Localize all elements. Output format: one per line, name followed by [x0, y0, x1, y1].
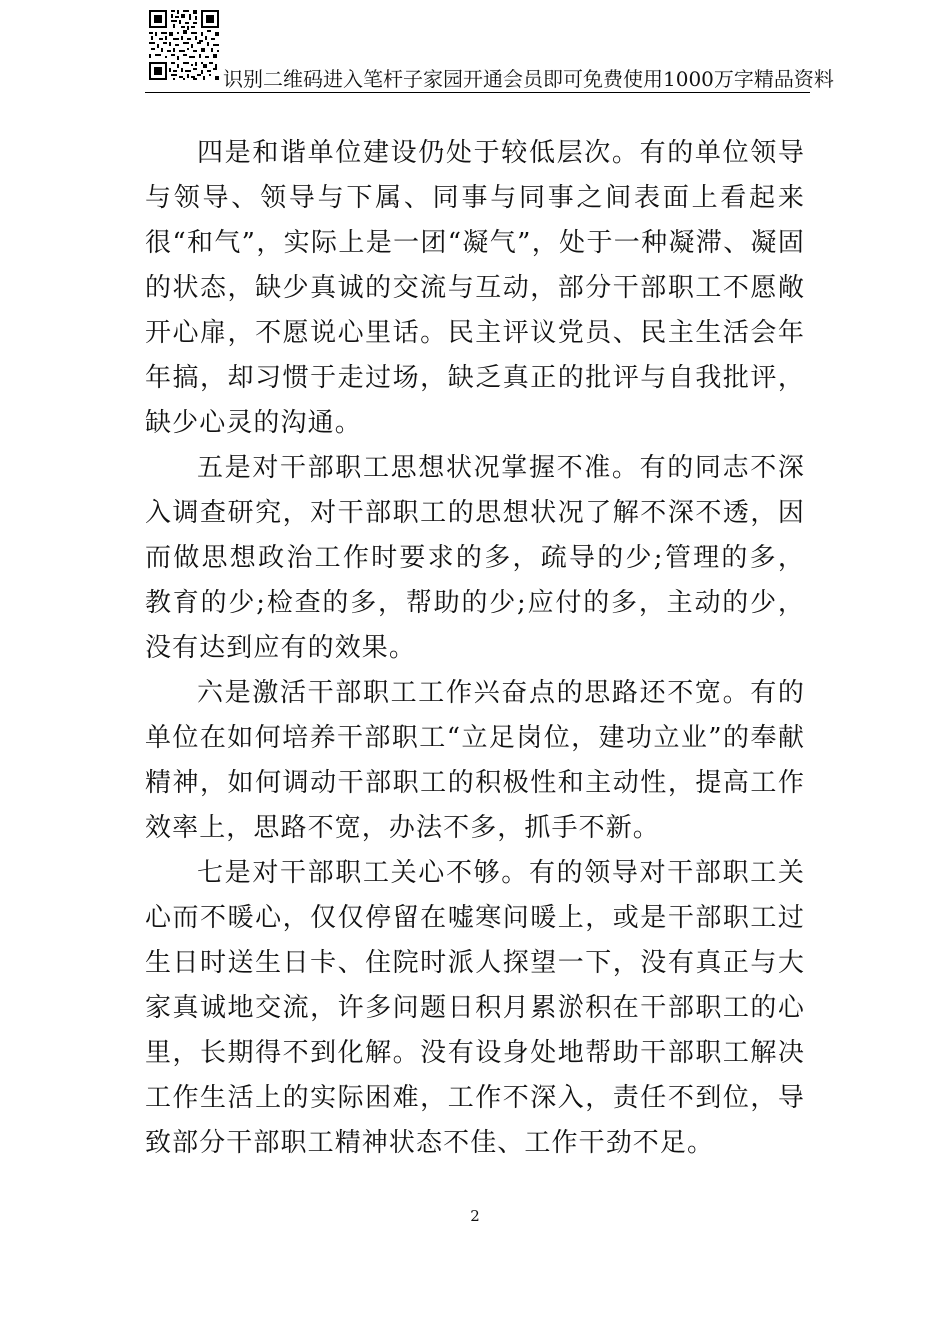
paragraph-six: 六是激活干部职工工作兴奋点的思路还不宽。有的单位在如何培养干部职工“立足岗位，建功立业”的奉献精神，如何调动干部职工的积极性和主动性，提高工作效率上，思路不宽，办法不多，抓手不新。	[145, 678, 805, 843]
page-header	[145, 6, 834, 91]
paragraph-five: 五是对干部职工思想状况掌握不准。有的同志不深入调查研究，对干部职工的思想状况了解不深不透，因而做思想政治工作时要求的多，疏导的少;管理的多，教育的少;检查的多，帮助的少;应付的多，主动的少，没有达到应有的效果。	[145, 453, 805, 663]
paragraph-seven: 七是对干部职工关心不够。有的领导对干部职工关心而不暖心，仅仅停留在嘘寒问暖上，或是干部职工过生日时送生日卡、住院时派人探望一下，没有真正与大家真诚地交流，许多问题日积月累淤积在干部职工的心里，长期得不到化解。没有设身处地帮助干部职工解决工作生活上的实际困难，工作不深入，责任不到位，导致部分干部职工精神状态不佳、工作干劲不足。	[145, 858, 805, 1158]
header-divider	[145, 92, 810, 93]
header-banner-text: 识别二维码进入笔杆子家园开通会员即可免费使用1000万字精品资料	[223, 67, 834, 91]
document-body	[145, 131, 805, 1166]
page-number: 2	[470, 1207, 480, 1225]
paragraph-four: 四是和谐单位建设仍处于较低层次。有的单位领导与领导、领导与下属、同事与同事之间表面上看起来很“和气”，实际上是一团“凝气”，处于一种凝滞、凝固的状态，缺少真诚的交流与互动，部分干部职工不愿敞开心扉，不愿说心里话。民主评议党员、民主生活会年年搞，却习惯于走过场，缺乏真正的批评与自我批评，缺少心灵的沟通。	[145, 138, 805, 438]
qr-code-icon[interactable]	[147, 8, 221, 82]
